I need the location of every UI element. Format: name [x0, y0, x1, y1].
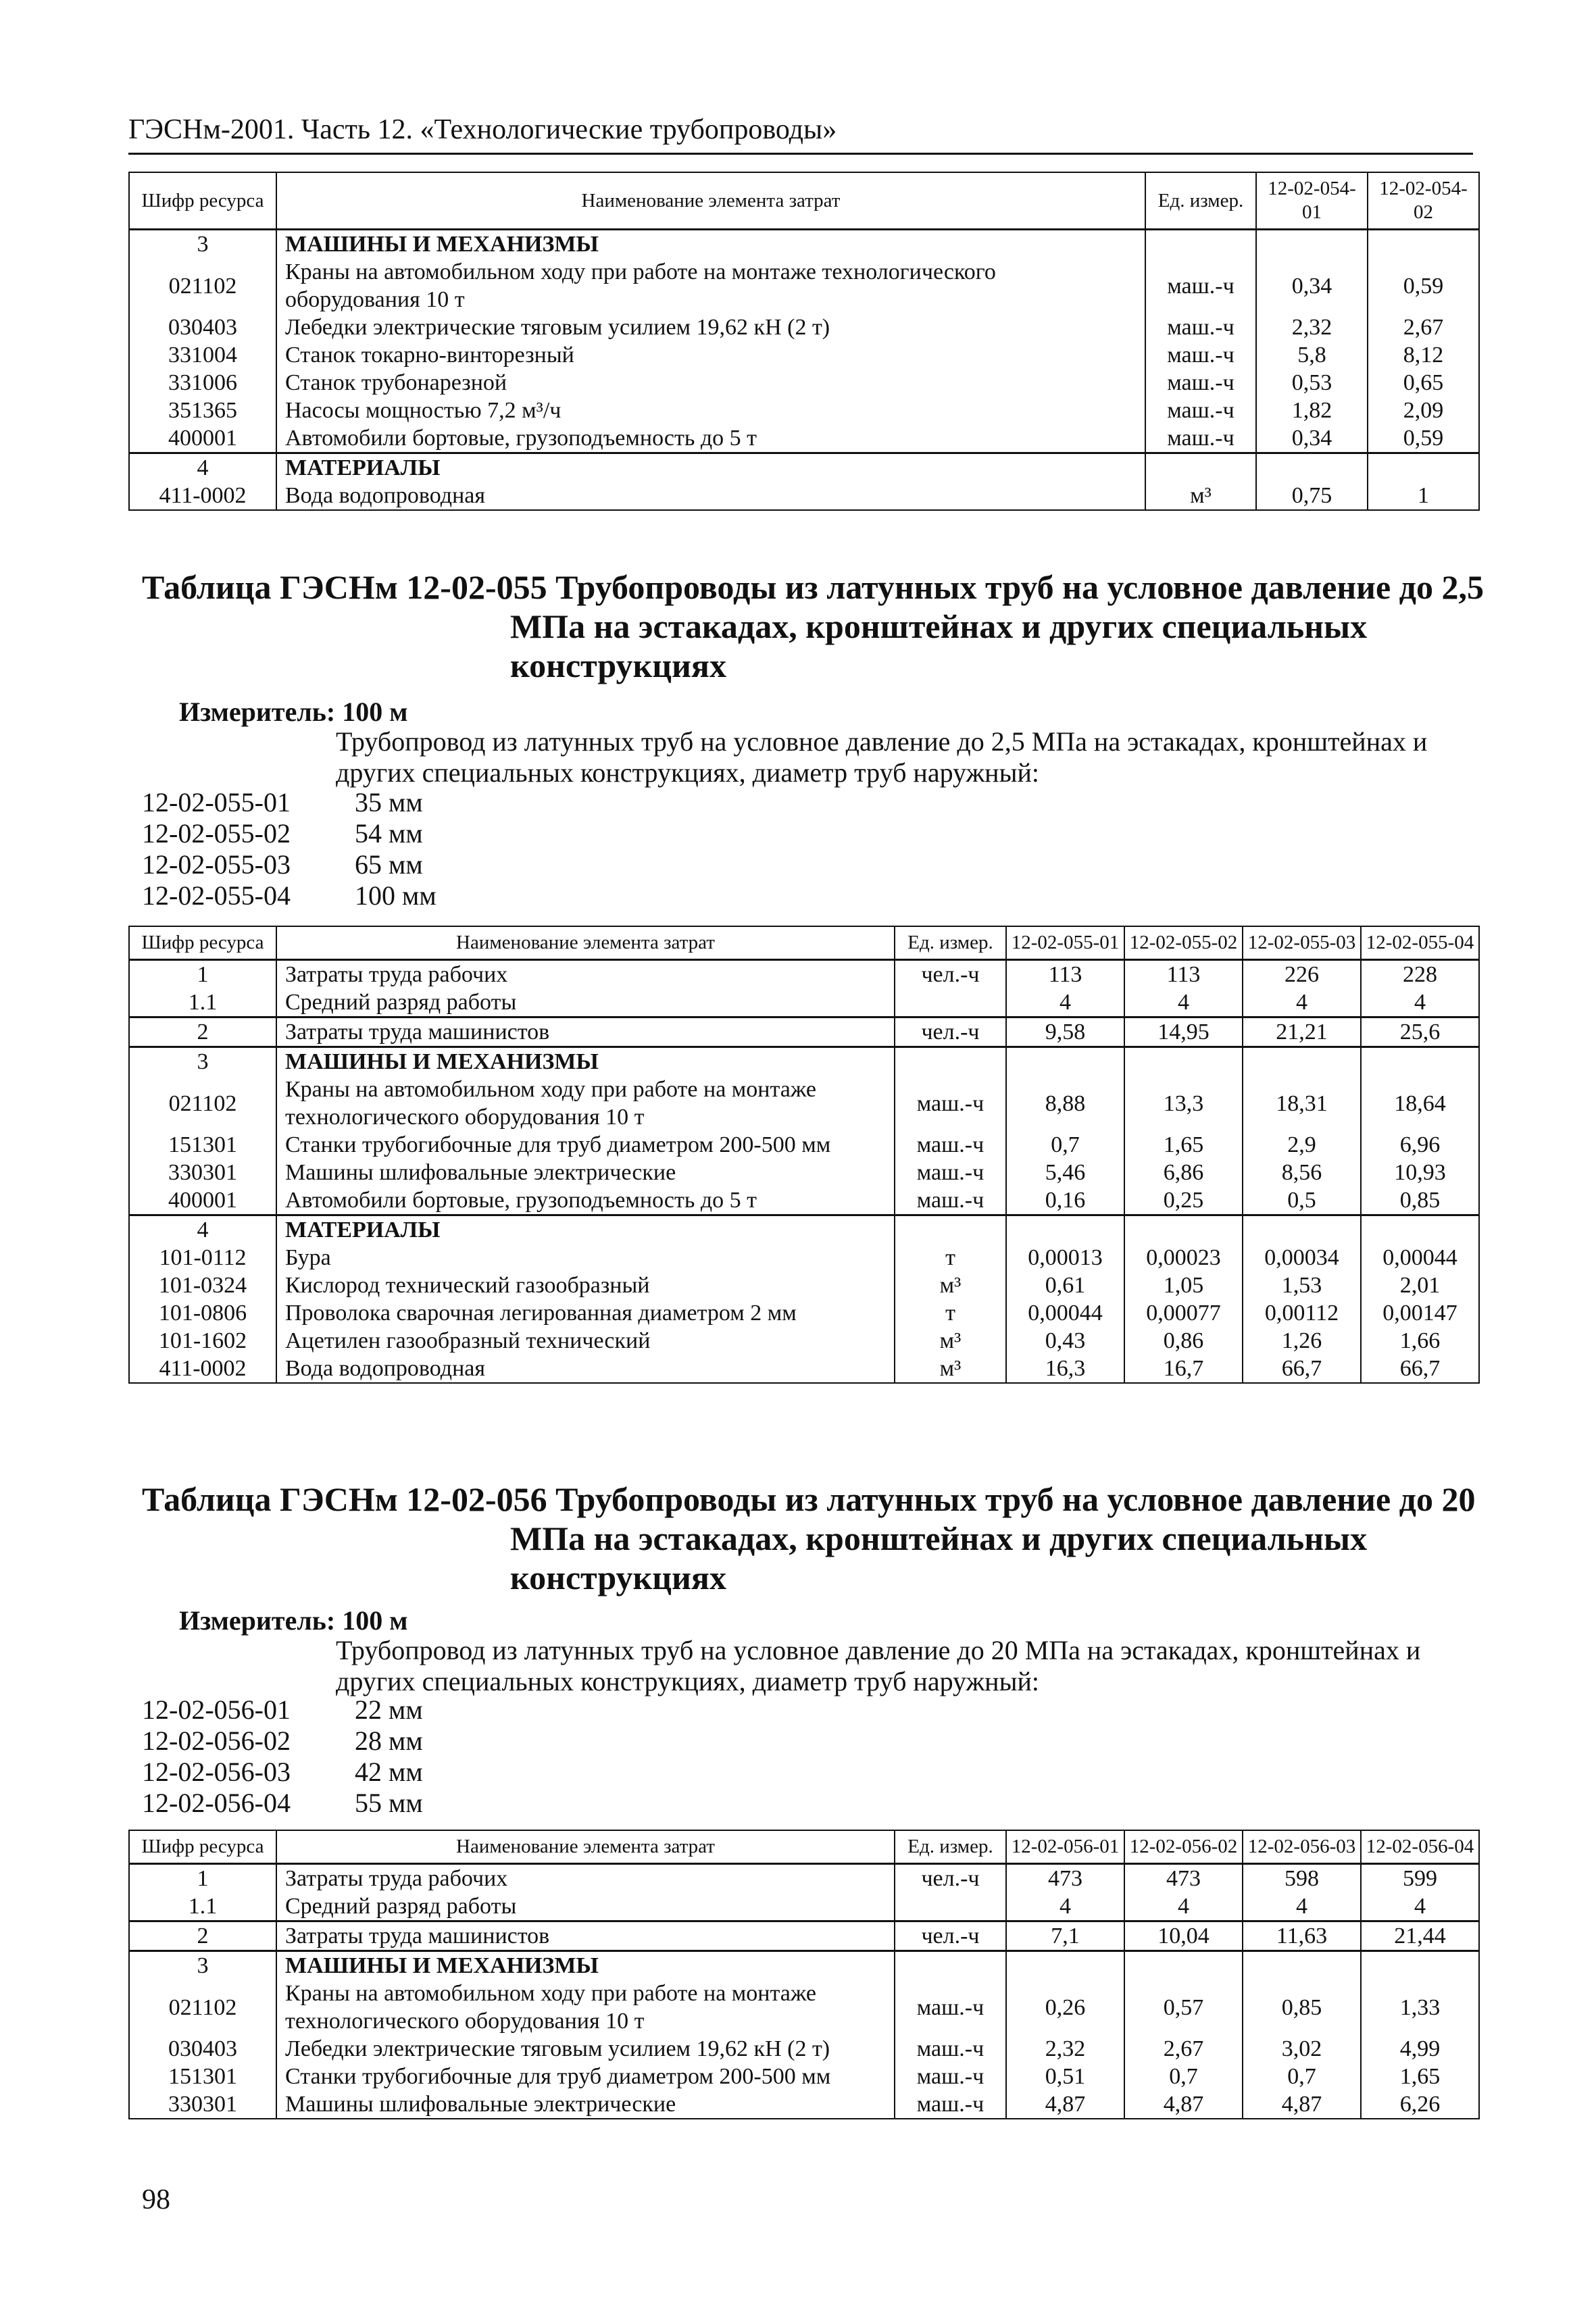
- resource-code: 151301: [129, 2063, 276, 2090]
- header-cell: Ед. измер.: [895, 926, 1006, 960]
- resource-code: 101-1602: [129, 1327, 276, 1355]
- value-cell: 0,00077: [1124, 1299, 1243, 1327]
- resource-name: Проволока сварочная легированная диаметром 2 мм: [276, 1299, 895, 1327]
- value-cell: 66,7: [1361, 1355, 1479, 1383]
- header-cell: Ед. измер.: [895, 1830, 1006, 1864]
- code-list-item: [142, 1788, 423, 1819]
- value-cell: 4: [1361, 988, 1479, 1017]
- value-cell: 0,00147: [1361, 1299, 1479, 1327]
- norm-code: 12-02-055-03: [142, 849, 291, 880]
- value-cell: 599: [1361, 1864, 1479, 1893]
- value-cell: 18,64: [1361, 1076, 1479, 1131]
- resource-name: Краны на автомобильном ходу при работе на монтаже технологического оборудования 10 т: [276, 258, 1145, 313]
- resource-code: 331004: [129, 341, 276, 369]
- value-cell: 1,66: [1361, 1327, 1479, 1355]
- value-cell: 1,82: [1256, 397, 1368, 424]
- table-header-row: [129, 926, 1479, 960]
- table-header-row: [129, 172, 1479, 230]
- value-cell: [1124, 1951, 1243, 1980]
- table-row: [129, 313, 1479, 341]
- value-cell: 9,58: [1006, 1017, 1124, 1047]
- header-cell: 12-02-055-01: [1006, 926, 1124, 960]
- value-cell: 0,57: [1124, 1980, 1243, 2035]
- unit-cell: чел.-ч: [895, 1864, 1006, 1893]
- header-cell: Наименование элемента затрат: [276, 1830, 895, 1864]
- table-row: [129, 369, 1479, 397]
- value-cell: 2,32: [1256, 313, 1368, 341]
- value-cell: 2,32: [1006, 2035, 1124, 2063]
- resource-code: 1.1: [129, 1892, 276, 1921]
- value-cell: 8,88: [1006, 1076, 1124, 1131]
- section-heading: МАТЕРИАЛЫ: [276, 453, 1145, 482]
- value-cell: 11,63: [1243, 1921, 1361, 1951]
- value-cell: 0,85: [1243, 1980, 1361, 2035]
- header-cell: 12-02-055-03: [1243, 926, 1361, 960]
- table-row: [129, 1921, 1479, 1951]
- section-heading: МАШИНЫ И МЕХАНИЗМЫ: [276, 1047, 895, 1076]
- table-row: [129, 341, 1479, 369]
- code-list-item: [142, 880, 437, 911]
- resource-code: 1: [129, 1864, 276, 1893]
- norm-code: 12-02-055-04: [142, 880, 291, 911]
- unit-cell: маш.-ч: [895, 1159, 1006, 1186]
- unit-cell: [1145, 230, 1256, 259]
- value-cell: 4: [1124, 1892, 1243, 1921]
- code-list-item: [142, 1726, 423, 1757]
- value-cell: 0,00044: [1361, 1244, 1479, 1272]
- resource-code: 101-0806: [129, 1299, 276, 1327]
- resource-code: 330301: [129, 1159, 276, 1186]
- value-cell: [1243, 1951, 1361, 1980]
- value-cell: 2,09: [1368, 397, 1479, 424]
- unit-cell: чел.-ч: [895, 960, 1006, 989]
- resource-name: Ацетилен газообразный технический: [276, 1327, 895, 1355]
- table-row: [129, 1215, 1479, 1244]
- resource-name: Средний разряд работы: [276, 1892, 895, 1921]
- table-row: [129, 960, 1479, 989]
- table-row: [129, 230, 1479, 259]
- value-cell: 473: [1124, 1864, 1243, 1893]
- section-heading: МАШИНЫ И МЕХАНИЗМЫ: [276, 1951, 895, 1980]
- value-cell: 16,7: [1124, 1355, 1243, 1383]
- value-cell: 4,87: [1006, 2090, 1124, 2119]
- code-list-item: [142, 849, 437, 880]
- value-cell: 1,53: [1243, 1272, 1361, 1299]
- unit-cell: м³: [895, 1327, 1006, 1355]
- resource-name: Бура: [276, 1244, 895, 1272]
- table-row: [129, 1892, 1479, 1921]
- header-cell: 12-02-054-01: [1256, 172, 1368, 230]
- header-cell: 12-02-056-01: [1006, 1830, 1124, 1864]
- value-cell: 3,02: [1243, 2035, 1361, 2063]
- resource-code: 151301: [129, 1131, 276, 1159]
- value-cell: 0,00112: [1243, 1299, 1361, 1327]
- value-cell: 473: [1006, 1864, 1124, 1893]
- pipe-diameter: 55 мм: [355, 1788, 423, 1818]
- value-cell: 6,26: [1361, 2090, 1479, 2119]
- value-cell: 6,96: [1361, 1131, 1479, 1159]
- value-cell: 5,8: [1256, 341, 1368, 369]
- resource-code: 021102: [129, 1076, 276, 1131]
- unit-cell: [1145, 453, 1256, 482]
- resource-name: Вода водопроводная: [276, 482, 1145, 510]
- table-row: [129, 1327, 1479, 1355]
- unit-cell: маш.-ч: [895, 2090, 1006, 2119]
- value-cell: [1368, 453, 1479, 482]
- value-cell: 14,95: [1124, 1017, 1243, 1047]
- value-cell: 8,12: [1368, 341, 1479, 369]
- resource-table-055: [128, 926, 1480, 1384]
- value-cell: 0,65: [1368, 369, 1479, 397]
- unit-cell: [895, 1047, 1006, 1076]
- value-cell: 1,65: [1361, 2063, 1479, 2090]
- value-cell: 8,56: [1243, 1159, 1361, 1186]
- unit-cell: маш.-ч: [1145, 341, 1256, 369]
- section-heading: МАТЕРИАЛЫ: [276, 1215, 895, 1244]
- resource-code: 330301: [129, 2090, 276, 2119]
- resource-code: 411-0002: [129, 482, 276, 510]
- value-cell: 1,26: [1243, 1327, 1361, 1355]
- table-header-row: [129, 1830, 1479, 1864]
- table-row: [129, 988, 1479, 1017]
- unit-cell: [895, 1215, 1006, 1244]
- resource-name: Машины шлифовальные электрические: [276, 1159, 895, 1186]
- value-cell: 10,93: [1361, 1159, 1479, 1186]
- table-row: [129, 1951, 1479, 1980]
- value-cell: 7,1: [1006, 1921, 1124, 1951]
- unit-cell: [895, 1951, 1006, 1980]
- norm-code: 12-02-055-02: [142, 818, 291, 849]
- resource-table-056: [128, 1830, 1480, 2119]
- table-row: [129, 1980, 1479, 2035]
- resource-code: 030403: [129, 2035, 276, 2063]
- resource-code: 3: [129, 230, 276, 259]
- value-cell: 6,86: [1124, 1159, 1243, 1186]
- resource-name: Станки трубогибочные для труб диаметром 200-500 мм: [276, 2063, 895, 2090]
- table-055-code-list: [142, 787, 437, 911]
- resource-code: 021102: [129, 1980, 276, 2035]
- resource-name: Лебедки электрические тяговым усилием 19,62 кН (2 т): [276, 313, 1145, 341]
- value-cell: 0,59: [1368, 424, 1479, 453]
- value-cell: 0,26: [1006, 1980, 1124, 2035]
- value-cell: 0,61: [1006, 1272, 1124, 1299]
- value-cell: 0,75: [1256, 482, 1368, 510]
- value-cell: [1124, 1215, 1243, 1244]
- value-cell: [1256, 230, 1368, 259]
- table-row: [129, 1047, 1479, 1076]
- table-056-description: Трубопровод из латунных труб на условное давление до 20 МПа на эстакадах, кронштейнах и других специальных конструкциях, диаметр труб наружный:: [336, 1635, 1421, 1696]
- value-cell: 0,59: [1368, 258, 1479, 313]
- resource-code: 1: [129, 960, 276, 989]
- unit-cell: маш.-ч: [1145, 313, 1256, 341]
- pipe-diameter: 22 мм: [355, 1694, 423, 1725]
- unit-cell: маш.-ч: [895, 1076, 1006, 1131]
- pipe-diameter: 28 мм: [355, 1726, 423, 1756]
- resource-table-054: [128, 172, 1480, 511]
- resource-name: Краны на автомобильном ходу при работе на монтаже технологического оборудования 10 т: [276, 1980, 895, 2035]
- resource-code: 101-0112: [129, 1244, 276, 1272]
- header-cell: Шифр ресурса: [129, 172, 276, 230]
- value-cell: 228: [1361, 960, 1479, 989]
- value-cell: 1,05: [1124, 1272, 1243, 1299]
- header-cell: 12-02-056-03: [1243, 1830, 1361, 1864]
- resource-code: 101-0324: [129, 1272, 276, 1299]
- value-cell: 4: [1243, 1892, 1361, 1921]
- value-cell: 113: [1006, 960, 1124, 989]
- table-row: [129, 1186, 1479, 1215]
- header-cell: Ед. измер.: [1145, 172, 1256, 230]
- unit-cell: м³: [895, 1355, 1006, 1383]
- value-cell: 1,33: [1361, 1980, 1479, 2035]
- table-056-code-list: [142, 1694, 423, 1819]
- resource-code: 400001: [129, 1186, 276, 1215]
- value-cell: 21,21: [1243, 1017, 1361, 1047]
- resource-name: Кислород технический газообразный: [276, 1272, 895, 1299]
- value-cell: 598: [1243, 1864, 1361, 1893]
- table-row: [129, 2063, 1479, 2090]
- pipe-diameter: 100 мм: [355, 880, 437, 911]
- unit-cell: маш.-ч: [1145, 258, 1256, 313]
- unit-cell: [895, 988, 1006, 1017]
- table-row: [129, 1299, 1479, 1327]
- value-cell: 0,7: [1006, 1131, 1124, 1159]
- value-cell: [1361, 1951, 1479, 1980]
- norm-code: 12-02-056-03: [142, 1757, 291, 1787]
- resource-code: 030403: [129, 313, 276, 341]
- table-row: [129, 482, 1479, 510]
- resource-name: Автомобили бортовые, грузоподъемность до 5 т: [276, 1186, 895, 1215]
- header-cell: Наименование элемента затрат: [276, 926, 895, 960]
- unit-cell: м³: [1145, 482, 1256, 510]
- table-row: [129, 453, 1479, 482]
- table-row: [129, 1131, 1479, 1159]
- table-056-meter: Измеритель: 100 м: [179, 1605, 408, 1636]
- unit-cell: маш.-ч: [895, 1186, 1006, 1215]
- unit-cell: маш.-ч: [895, 2035, 1006, 2063]
- header-cell: Наименование элемента затрат: [276, 172, 1145, 230]
- code-list-item: [142, 787, 437, 818]
- value-cell: 0,34: [1256, 258, 1368, 313]
- value-cell: [1006, 1047, 1124, 1076]
- resource-name: Насосы мощностью 7,2 м³/ч: [276, 397, 1145, 424]
- pipe-diameter: 65 мм: [355, 849, 423, 880]
- unit-cell: маш.-ч: [1145, 397, 1256, 424]
- norm-code: 12-02-055-01: [142, 787, 291, 818]
- value-cell: 2,67: [1124, 2035, 1243, 2063]
- resource-name: Станок трубонарезной: [276, 369, 1145, 397]
- value-cell: 1,65: [1124, 1131, 1243, 1159]
- value-cell: [1124, 1047, 1243, 1076]
- table-row: [129, 397, 1479, 424]
- value-cell: 226: [1243, 960, 1361, 989]
- resource-name: Затраты труда рабочих: [276, 960, 895, 989]
- value-cell: [1368, 230, 1479, 259]
- page-number: 98: [142, 2184, 170, 2215]
- pipe-diameter: 42 мм: [355, 1757, 423, 1787]
- resource-name: Лебедки электрические тяговым усилием 19,62 кН (2 т): [276, 2035, 895, 2063]
- resource-name: Автомобили бортовые, грузоподъемность до 5 т: [276, 424, 1145, 453]
- norm-code: 12-02-056-02: [142, 1726, 291, 1756]
- value-cell: 0,00044: [1006, 1299, 1124, 1327]
- value-cell: 16,3: [1006, 1355, 1124, 1383]
- resource-name: Вода водопроводная: [276, 1355, 895, 1383]
- table-056-title: Таблица ГЭСНм 12-02-056 Трубопроводы из латунных труб на условное давление до 20 МПа на эстакадах, кронштейнах и других специальных конструкциях: [142, 1480, 1476, 1596]
- value-cell: 2,67: [1368, 313, 1479, 341]
- table-055-description: Трубопровод из латунных труб на условное давление до 2,5 МПа на эстакадах, кронштейнах и других специальных конструкциях, диаметр труб наружный:: [336, 726, 1428, 788]
- unit-cell: маш.-ч: [895, 1980, 1006, 2035]
- value-cell: 0,00013: [1006, 1244, 1124, 1272]
- resource-name: Средний разряд работы: [276, 988, 895, 1017]
- table-row: [129, 1159, 1479, 1186]
- value-cell: 0,53: [1256, 369, 1368, 397]
- value-cell: 0,7: [1124, 2063, 1243, 2090]
- resource-code: 351365: [129, 397, 276, 424]
- value-cell: 0,00023: [1124, 1244, 1243, 1272]
- unit-cell: маш.-ч: [895, 2063, 1006, 2090]
- table-row: [129, 258, 1479, 313]
- header-cell: Шифр ресурса: [129, 1830, 276, 1864]
- value-cell: 21,44: [1361, 1921, 1479, 1951]
- resource-name: Машины шлифовальные электрические: [276, 2090, 895, 2119]
- value-cell: 4,99: [1361, 2035, 1479, 2063]
- resource-name: Затраты труда рабочих: [276, 1864, 895, 1893]
- value-cell: 0,85: [1361, 1186, 1479, 1215]
- value-cell: 113: [1124, 960, 1243, 989]
- value-cell: 5,46: [1006, 1159, 1124, 1186]
- value-cell: [1006, 1951, 1124, 1980]
- value-cell: 2,9: [1243, 1131, 1361, 1159]
- value-cell: [1243, 1047, 1361, 1076]
- value-cell: 1: [1368, 482, 1479, 510]
- value-cell: [1006, 1215, 1124, 1244]
- unit-cell: маш.-ч: [895, 1131, 1006, 1159]
- table-row: [129, 1355, 1479, 1383]
- unit-cell: чел.-ч: [895, 1921, 1006, 1951]
- value-cell: 0,5: [1243, 1186, 1361, 1215]
- value-cell: 4: [1006, 988, 1124, 1017]
- value-cell: 4,87: [1243, 2090, 1361, 2119]
- page-header: ГЭСНм-2001. Часть 12. «Технологические трубопроводы»: [128, 114, 1473, 155]
- value-cell: 4,87: [1124, 2090, 1243, 2119]
- value-cell: [1361, 1215, 1479, 1244]
- pipe-diameter: 35 мм: [355, 787, 423, 818]
- unit-cell: т: [895, 1244, 1006, 1272]
- value-cell: 4: [1124, 988, 1243, 1017]
- value-cell: 4: [1361, 1892, 1479, 1921]
- section-heading: МАШИНЫ И МЕХАНИЗМЫ: [276, 230, 1145, 259]
- resource-code: 021102: [129, 258, 276, 313]
- value-cell: 10,04: [1124, 1921, 1243, 1951]
- resource-code: 3: [129, 1951, 276, 1980]
- code-list-item: [142, 1757, 423, 1788]
- pipe-diameter: 54 мм: [355, 818, 423, 849]
- value-cell: [1256, 453, 1368, 482]
- value-cell: 0,86: [1124, 1327, 1243, 1355]
- value-cell: 0,43: [1006, 1327, 1124, 1355]
- value-cell: 18,31: [1243, 1076, 1361, 1131]
- code-list-item: [142, 818, 437, 849]
- norm-code: 12-02-056-01: [142, 1694, 291, 1725]
- code-list-item: [142, 1694, 423, 1726]
- table-row: [129, 1272, 1479, 1299]
- header-cell: 12-02-055-04: [1361, 926, 1479, 960]
- resource-name: Затраты труда машинистов: [276, 1921, 895, 1951]
- resource-code: 4: [129, 1215, 276, 1244]
- value-cell: 4: [1243, 988, 1361, 1017]
- value-cell: 25,6: [1361, 1017, 1479, 1047]
- value-cell: 0,00034: [1243, 1244, 1361, 1272]
- unit-cell: чел.-ч: [895, 1017, 1006, 1047]
- table-055-meter: Измеритель: 100 м: [179, 697, 408, 727]
- table-row: [129, 1017, 1479, 1047]
- value-cell: 66,7: [1243, 1355, 1361, 1383]
- resource-code: 331006: [129, 369, 276, 397]
- value-cell: 0,34: [1256, 424, 1368, 453]
- table-row: [129, 2090, 1479, 2119]
- unit-cell: маш.-ч: [1145, 424, 1256, 453]
- value-cell: 2,01: [1361, 1272, 1479, 1299]
- resource-name: Станок токарно-винторезный: [276, 341, 1145, 369]
- value-cell: 4: [1006, 1892, 1124, 1921]
- header-cell: Шифр ресурса: [129, 926, 276, 960]
- resource-name: Краны на автомобильном ходу при работе на монтаже технологического оборудования 10 т: [276, 1076, 895, 1131]
- table-row: [129, 2035, 1479, 2063]
- header-cell: 12-02-055-02: [1124, 926, 1243, 960]
- resource-code: 2: [129, 1921, 276, 1951]
- resource-code: 411-0002: [129, 1355, 276, 1383]
- resource-code: 2: [129, 1017, 276, 1047]
- unit-cell: т: [895, 1299, 1006, 1327]
- resource-code: 400001: [129, 424, 276, 453]
- resource-name: Станки трубогибочные для труб диаметром 200-500 мм: [276, 1131, 895, 1159]
- value-cell: [1361, 1047, 1479, 1076]
- table-row: [129, 1864, 1479, 1893]
- table-055-title: Таблица ГЭСНм 12-02-055 Трубопроводы из латунных труб на условное давление до 2,5 МПа на эстакадах, кронштейнах и других специальных конструкциях: [142, 568, 1484, 684]
- unit-cell: [895, 1892, 1006, 1921]
- resource-code: 4: [129, 453, 276, 482]
- resource-name: Затраты труда машинистов: [276, 1017, 895, 1047]
- header-cell: 12-02-054-02: [1368, 172, 1479, 230]
- resource-code: 3: [129, 1047, 276, 1076]
- unit-cell: маш.-ч: [1145, 369, 1256, 397]
- table-row: [129, 1244, 1479, 1272]
- value-cell: 0,7: [1243, 2063, 1361, 2090]
- value-cell: 0,16: [1006, 1186, 1124, 1215]
- header-cell: 12-02-056-02: [1124, 1830, 1243, 1864]
- value-cell: 0,51: [1006, 2063, 1124, 2090]
- value-cell: [1243, 1215, 1361, 1244]
- norm-code: 12-02-056-04: [142, 1788, 291, 1818]
- value-cell: 13,3: [1124, 1076, 1243, 1131]
- value-cell: 0,25: [1124, 1186, 1243, 1215]
- unit-cell: м³: [895, 1272, 1006, 1299]
- resource-code: 1.1: [129, 988, 276, 1017]
- table-row: [129, 424, 1479, 453]
- table-row: [129, 1076, 1479, 1131]
- header-cell: 12-02-056-04: [1361, 1830, 1479, 1864]
